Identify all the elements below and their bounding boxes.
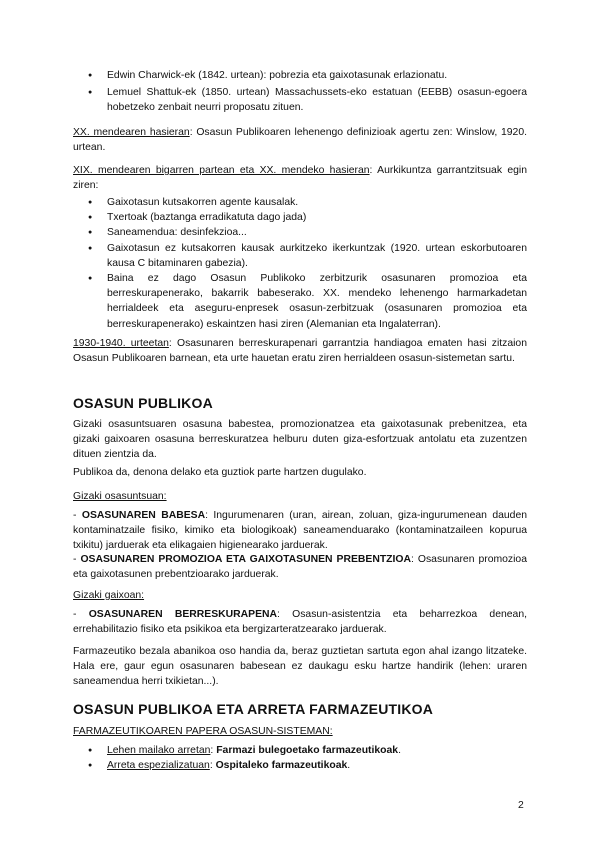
list-item: ● Saneamendua: desinfekzioa... — [73, 225, 527, 240]
section2-subheading: FARMAZEUTIKOAREN PAPERA OSASUN-SISTEMAN: — [73, 726, 333, 737]
pharmacist-role-list — [73, 743, 527, 773]
list-item: ● Txertoak (baztanga erradikatuta dago jada) — [73, 210, 527, 225]
section-title-osasun-publikoa: OSASUN PUBLIKOA — [73, 395, 213, 411]
list-item: ● Gaixotasun kutsakorren agente kausalak. — [73, 195, 527, 210]
list-item: ● Baina ez dago Osasun Publikoko zerbitzurik osasunaren promozioa eta berreskurapenerako, bakarrik babeserako. XX. mendeko lehenengo harmarkadetan herrialdeek eta aseguru-enpresek osasun-zerbitzuak (osasunaren promozioa eta berreskurapenerako) eskaintzen hasi ziren (Alemanian eta Ingalaterran). — [73, 271, 527, 332]
section-title-arreta-farmazeutikoa: OSASUN PUBLIKOA ETA ARRETA FARMAZEUTIKOA — [73, 701, 434, 717]
promozioa-label: OSASUNAREN PROMOZIOA ETA GAIXOTASUNEN PREBENTZIOA — [80, 554, 412, 565]
list-item: ● Lehen mailako arretan: Farmazi bulegoetako farmazeutikoak. — [73, 743, 527, 758]
top-bullet-list — [73, 68, 527, 116]
paragraph-1930s: 1930-1940. urteetan: Osasunaren berreskurapenari garrantzia handiagoa ematen hasi zitzaion Osasun Publikoaren barnean, eta urte hauetan eratu ziren herrialdeen osasun-sistemetan sartu. — [73, 338, 527, 365]
closing-paragraph: Farmazeutiko bezala abanikoa oso handia da, beraz guztietan sartuta egon ahal izango litzateke. Hala ere, gaur egun osasunaren babesean ez daukagu esku hartze handirik (lehen: uraren saneamendua herri txikietan...). — [73, 646, 527, 688]
list-item: ● Arreta espezializatuan: Ospitaleko farmazeutikoak. — [73, 758, 527, 773]
public-statement: Publikoa da, denona delako eta guztiok parte hartzen dugulako. — [73, 467, 367, 478]
inline-link: 1930-1940. urteetan — [73, 338, 169, 349]
healthy-heading: Gizaki osasuntsuan: — [73, 491, 167, 502]
section-intro: Gizaki osasuntsuaren osasuna babestea, promozionatzea eta gaixotasunak prebenitzea, eta gizaki gaixoaren osasuna berreskuratzea helburu duten giza-esfortzuak antolatu eta zuzentzen dituen zientzia da. — [73, 419, 527, 461]
berreskurapena-paragraph: - OSASUNAREN BERRESKURAPENA: Osasun-asistentzia eta beharrezkoa denean, errehabilitazio fisiko eta psikikoa eta bergizarteratzearako jarduerak. — [73, 609, 527, 636]
sick-heading: Gizaki gaixoan: — [73, 590, 145, 601]
paragraph-xix-century: XIX. mendearen bigarren partean eta XX. mendeko hasieran: Aurkikuntza garrantzitsuak egin ziren: — [73, 165, 527, 192]
paragraph-xx-century: XX. mendearen hasieran: Osasun Publikoaren lehenengo definizioak agertu zen: Winslow, 1920. urtean. — [73, 127, 527, 154]
list-item: ● Edwin Charwick-ek (1842. urtean): pobrezia eta gaixotasunak erlazionatu. — [73, 68, 527, 83]
promozioa-paragraph: - OSASUNAREN PROMOZIOA ETA GAIXOTASUNEN PREBENTZIOA: Osasunaren promozioa eta gaixotasunen prebentzioarako jarduerak. — [73, 554, 527, 581]
babesa-label: OSASUNAREN BABESA — [81, 510, 206, 521]
page-number: 2 — [518, 800, 524, 811]
list-item: ● Lemuel Shattuk-ek (1850. urtean) Massachussets-eko estatuan (EEBB) osasun-egoera hobetzeko zenbait neurri proposatu zituen. — [73, 85, 527, 115]
babesa-paragraph: - OSASUNAREN BABESA: Ingurumenaren (uran, airean, zoluan, giza-ingurumenean dauden kontaminatzaile fisiko, kimiko eta biologikoak) saneamenduarako (kontaminatzaileen kopurua txikitu) jarduerak eta elikagaien higienearako jarduerak. — [73, 510, 527, 552]
berreskurapena-label: OSASUNAREN BERRESKURAPENA — [88, 609, 278, 620]
inline-link: XX. mendearen hasieran — [73, 127, 190, 138]
inline-link: XIX. mendearen bigarren partean eta XX. mendeko hasieran — [73, 165, 370, 176]
discoveries-list — [73, 195, 527, 332]
list-item: ● Gaixotasun ez kutsakorren kausak aurkitzeko ikerkuntzak (1920. urtean eskorbutoaren kausa C bitaminaren gabezia). — [73, 241, 527, 271]
